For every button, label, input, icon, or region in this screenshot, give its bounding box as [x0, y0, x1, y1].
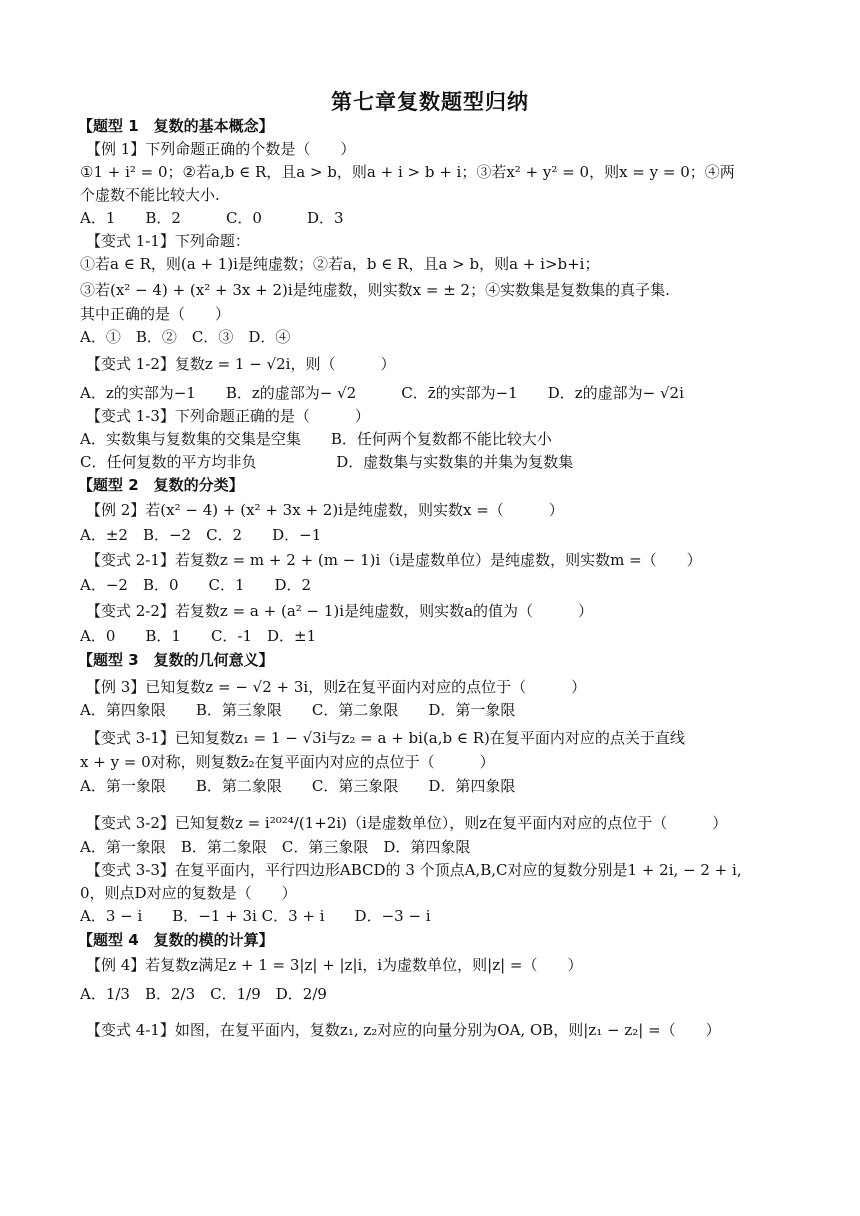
example-4-question: 【例 4】若复数z满足z + 1 = 3|z| + |z|i，i为虚数单位，则|z| =（ ） [86, 956, 583, 974]
variant-1-1-question: 【变式 1-1】下列命题： [86, 232, 250, 250]
section-heading-4: 【题型 4 复数的模的计算】 [78, 931, 274, 949]
example-4-options: A．1/3 B．2/3 C．1/9 D．2/9 [80, 985, 327, 1003]
section-heading-3: 【题型 3 复数的几何意义】 [78, 651, 274, 669]
example-1-options: A．1 B．2 C．0 D．3 [80, 209, 344, 227]
example-3-question: 【例 3】已知复数z = − √2 + 3i，则z̄在复平面内对应的点位于（ ） [86, 678, 587, 696]
example-1-statements: ①1 + i² = 0；②若a,b ∈ R，且a > b，则a + i > b + i；③若x² + y² = 0，则x = y = 0；④两 [80, 163, 735, 181]
variant-3-1-options: A．第一象限 B．第二象限 C．第三象限 D．第四象限 [80, 777, 516, 795]
variant-1-1-prompt: 其中正确的是（ ） [80, 305, 231, 323]
variant-1-1-options: A．① B．② C．③ D．④ [80, 328, 291, 346]
variant-3-1-question: 【变式 3-1】已知复数z₁ = 1 − √3i与z₂ = a + bi(a,b ∈ R)在复平面内对应的点关于直线 [86, 729, 685, 747]
variant-2-2-question: 【变式 2-2】若复数z = a + (a² − 1)i是纯虚数，则实数a的值为（ ） [86, 602, 594, 620]
variant-3-1-question-cont: x + y = 0对称，则复数z̄₂在复平面内对应的点位于（ ） [80, 753, 495, 771]
variant-1-3-question: 【变式 1-3】下列命题正确的是（ ） [86, 407, 370, 425]
variant-2-1-options: A．−2 B．0 C．1 D．2 [80, 576, 312, 594]
section-heading-2: 【题型 2 复数的分类】 [78, 476, 244, 494]
variant-1-1-statements-cont: ③若(x² − 4) + (x² + 3x + 2)i是纯虚数，则实数x = ± 2；④实数集是复数集的真子集. [80, 281, 670, 299]
variant-1-3-options-cd: C．任何复数的平方均非负 D．虚数集与实数集的并集为复数集 [80, 453, 574, 471]
example-1-question: 【例 1】下列命题正确的个数是（ ） [86, 140, 356, 158]
example-2-options: A．±2 B．−2 C．2 D．−1 [80, 526, 322, 544]
variant-2-1-question: 【变式 2-1】若复数z = m + 2 + (m − 1)i（i是虚数单位）是纯虚数，则实数m =（ ） [86, 551, 702, 569]
example-3-options: A．第四象限 B．第三象限 C．第二象限 D．第一象限 [80, 701, 516, 719]
variant-1-1-statements: ①若a ∈ R，则(a + 1)i是纯虚数；②若a，b ∈ R，且a > b，则a + i>b+i； [80, 255, 600, 273]
variant-3-2-question: 【变式 3-2】已知复数z = i²⁰²⁴/(1+2i)（i是虚数单位），则z在复平面内对应的点位于（ ） [86, 814, 728, 832]
variant-4-1-question: 【变式 4-1】如图，在复平面内，复数z₁, z₂对应的向量分别为OA, OB，则|z₁ − z₂| =（ ） [86, 1021, 721, 1039]
variant-3-2-options: A．第一象限 B．第二象限 C．第三象限 D．第四象限 [80, 838, 471, 856]
variant-3-3-question: 【变式 3-3】在复平面内，平行四边形ABCD的 3 个顶点A,B,C对应的复数分别是1 + 2i, − 2 + i, [86, 861, 742, 879]
variant-1-2-question: 【变式 1-2】复数z = 1 − √2i，则（ ） [86, 355, 396, 373]
example-1-statements-cont: 个虚数不能比较大小. [80, 186, 220, 204]
variant-2-2-options: A．0 B．1 C．-1 D．±1 [80, 627, 317, 645]
section-heading-1: 【题型 1 复数的基本概念】 [78, 117, 274, 135]
example-2-question: 【例 2】若(x² − 4) + (x² + 3x + 2)i是纯虚数，则实数x =（ ） [86, 501, 564, 519]
variant-1-3-options-ab: A．实数集与复数集的交集是空集 B．任何两个复数都不能比较大小 [80, 430, 552, 448]
page-title: 第七章复数题型归纳 [331, 90, 529, 114]
variant-3-3-options: A．3 − i B．−1 + 3i C．3 + i D．−3 − i [80, 907, 431, 925]
variant-3-3-question-cont: 0，则点D对应的复数是（ ） [80, 884, 297, 902]
variant-1-2-options: A．z的实部为−1 B．z的虚部为− √2 C．z̄的实部为−1 D．z的虚部为− √2i [80, 384, 684, 402]
